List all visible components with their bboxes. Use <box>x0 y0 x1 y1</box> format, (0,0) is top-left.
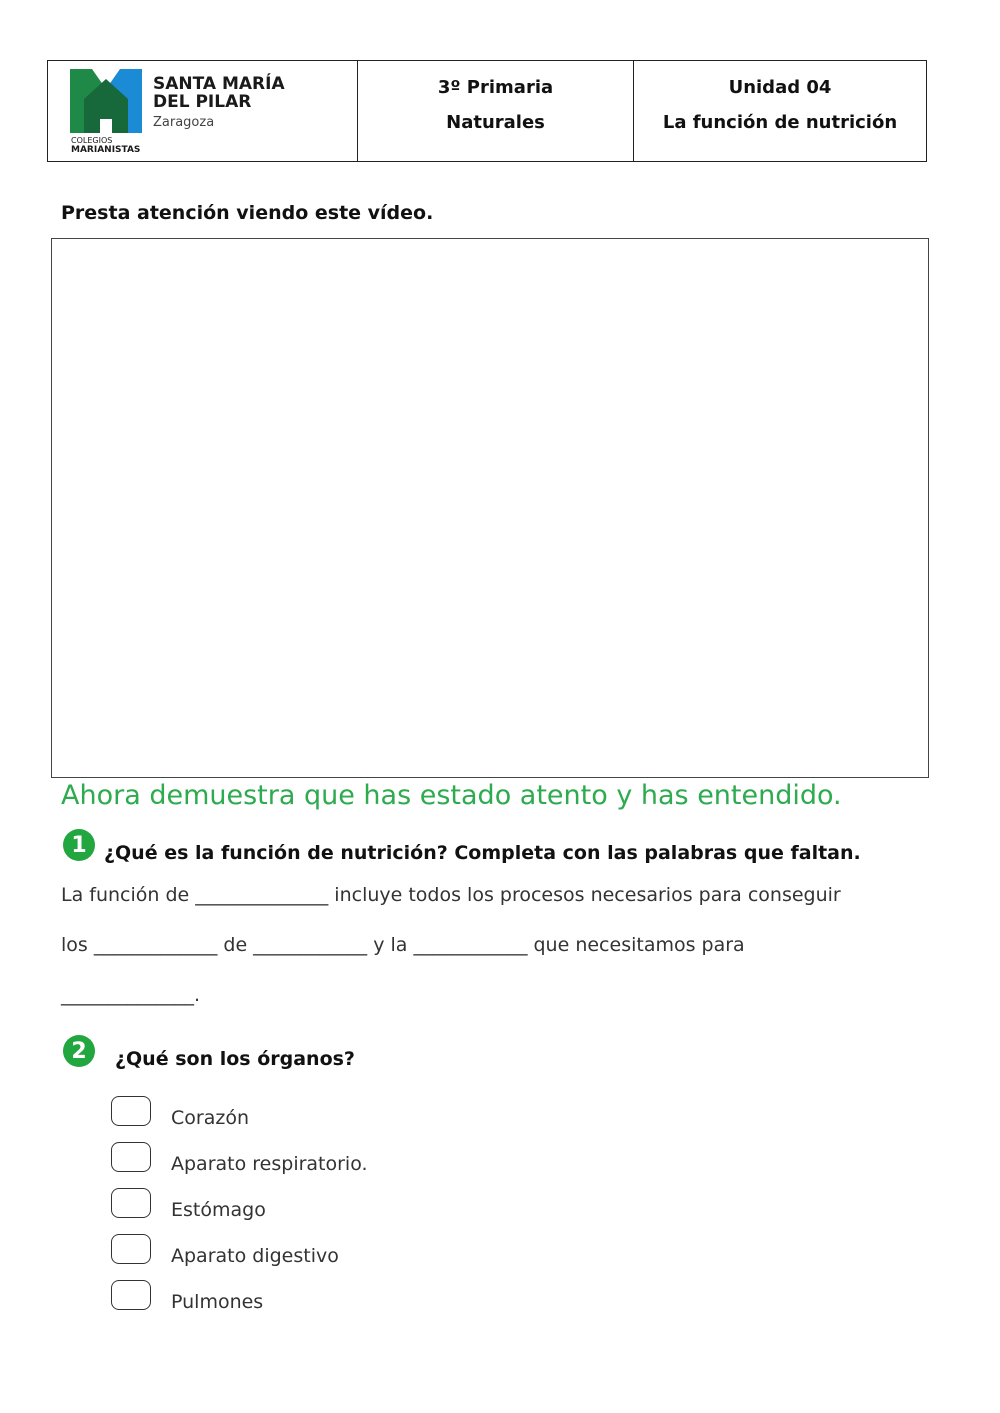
option-label: Estómago <box>171 1199 266 1221</box>
school-name-line2: DEL PILAR <box>153 92 252 112</box>
option-label: Aparato digestivo <box>171 1245 339 1267</box>
video-player[interactable] <box>51 238 929 778</box>
option-label: Corazón <box>171 1107 249 1129</box>
option-label: Aparato respiratorio. <box>171 1153 368 1175</box>
subject-label: Naturales <box>446 112 545 133</box>
fill-blank-line-2[interactable]: los _____________ de ____________ y la ____________ que necesitamos para <box>61 934 745 956</box>
network-line2: MARIANISTAS <box>71 145 141 155</box>
option-label: Pulmones <box>171 1291 264 1313</box>
checkbox[interactable] <box>111 1280 151 1310</box>
checkbox[interactable] <box>111 1096 151 1126</box>
school-city: Zaragoza <box>153 115 215 130</box>
course-cell <box>358 61 634 161</box>
unit-title: La función de nutrición <box>662 112 898 133</box>
question-1-number-icon: 1 <box>63 829 95 861</box>
fill-blank-line-1[interactable]: La función de ______________ incluye todos los procesos necesarios para conseguir <box>61 884 841 906</box>
question-1-title: ¿Qué es la función de nutrición? Completa con las palabras que faltan. <box>104 842 861 864</box>
checkbox[interactable] <box>111 1188 151 1218</box>
header-table <box>47 60 927 162</box>
course-label: 3º Primaria <box>437 77 554 98</box>
school-name <box>153 75 285 111</box>
fill-blank-line-3[interactable]: ______________. <box>61 984 201 1006</box>
school-logo-cell <box>48 61 358 161</box>
video-instruction: Presta atención viendo este vídeo. <box>61 202 434 224</box>
school-name-line1: SANTA MARÍA <box>153 74 285 94</box>
checkbox[interactable] <box>111 1234 151 1264</box>
checkbox[interactable] <box>111 1142 151 1172</box>
network-line1: COLEGIOS <box>71 136 113 145</box>
network-name <box>71 136 140 155</box>
question-2-title: ¿Qué son los órganos? <box>115 1048 355 1070</box>
unit-label: Unidad 04 <box>728 77 832 98</box>
section-subtitle: Ahora demuestra que has estado atento y has entendido. <box>61 780 842 811</box>
question-2-number-icon: 2 <box>63 1035 95 1067</box>
unit-cell <box>634 61 926 161</box>
school-logo <box>70 69 142 133</box>
